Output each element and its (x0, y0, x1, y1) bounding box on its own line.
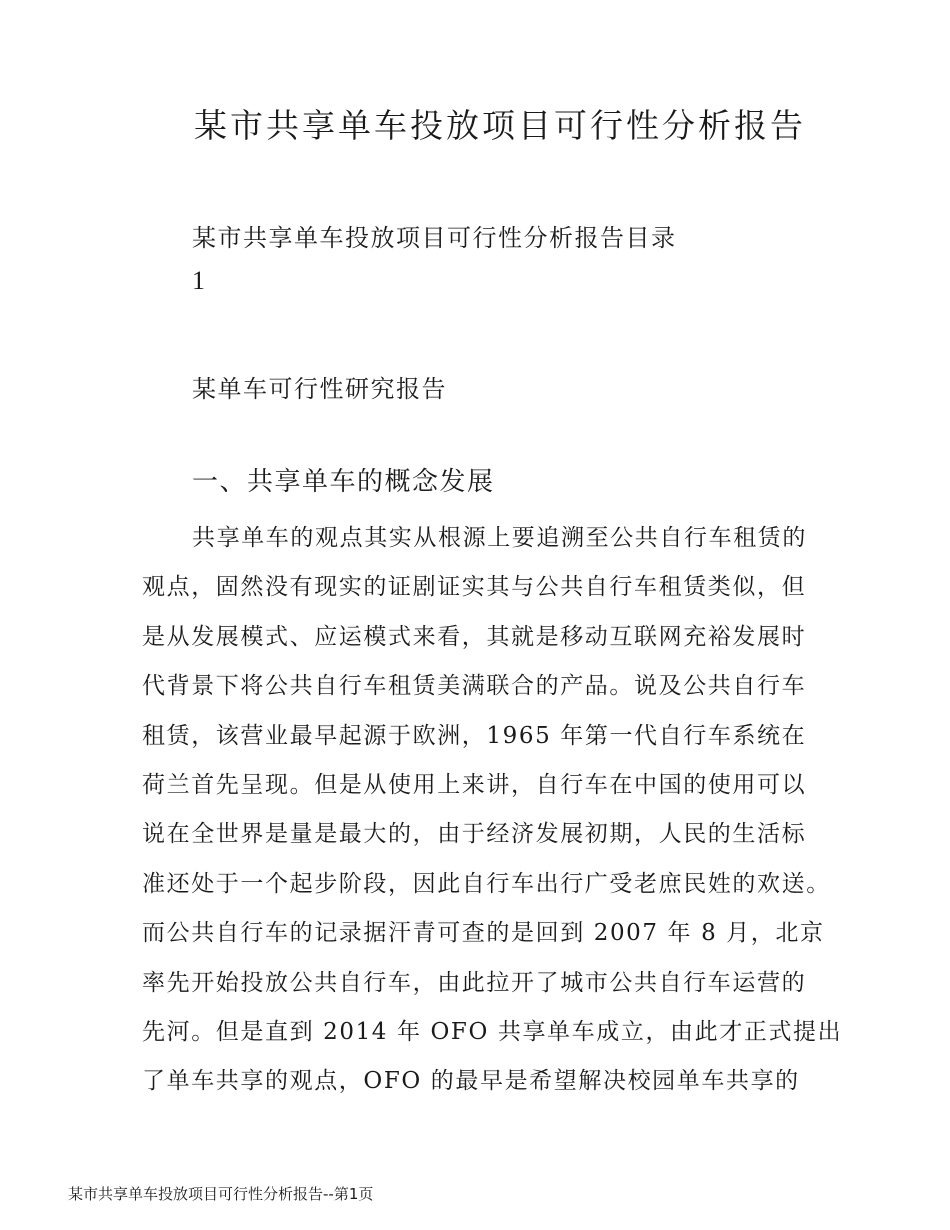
paragraph-line: 准还处于一个起步阶段，因此自行车出行广受老庶民姓的欢送。 (142, 870, 831, 897)
paragraph-line: 是从发展模式、应运模式来看，其就是移动互联网充裕发展时 (142, 623, 807, 650)
paragraph-line: 租赁，该营业最早起源于欧洲，1965 年第一代自行车系统在 (142, 722, 807, 749)
paragraph-line: 说在全世界是量是最大的，由于经济发展初期，人民的生活标 (142, 821, 807, 848)
page-footer: 某市共享单车投放项目可行性分析报告--第1页 (68, 1185, 374, 1203)
document-title: 某市共享单车投放项目可行性分析报告 (194, 106, 806, 145)
report-subtitle: 某单车可行性研究报告 (192, 375, 447, 403)
paragraph-line: 荷兰首先呈现。但是从使用上来讲，自行车在中国的使用可以 (142, 771, 807, 798)
paragraph-line: 先河。但是直到 2014 年 OFO 共享单车成立，由此才正式提出 (142, 1018, 843, 1045)
toc-page-number: 1 (192, 266, 205, 295)
paragraph-line: 了单车共享的观点，OFO 的最早是希望解决校园单车共享的 (142, 1068, 800, 1095)
toc-title: 某市共享单车投放项目可行性分析报告目录 (192, 224, 677, 252)
section-heading: 一、共享单车的概念发展 (192, 467, 495, 497)
paragraph-line: 共享单车的观点其实从根源上要追溯至公共自行车租赁的 (192, 525, 807, 551)
paragraph-line: 观点，固然没有现实的证剧证实其与公共自行车租赁类似，但 (142, 574, 807, 601)
paragraph-line: 而公共自行车的记录据汗青可查的是回到 2007 年 8 月，北京 (142, 920, 825, 947)
paragraph-line: 率先开始投放公共自行车，由此拉开了城市公共自行车运营的 (142, 969, 807, 996)
paragraph-line: 代背景下将公共自行车租赁美满联合的产品。说及公共自行车 (142, 673, 807, 700)
body-paragraph (142, 514, 842, 1107)
